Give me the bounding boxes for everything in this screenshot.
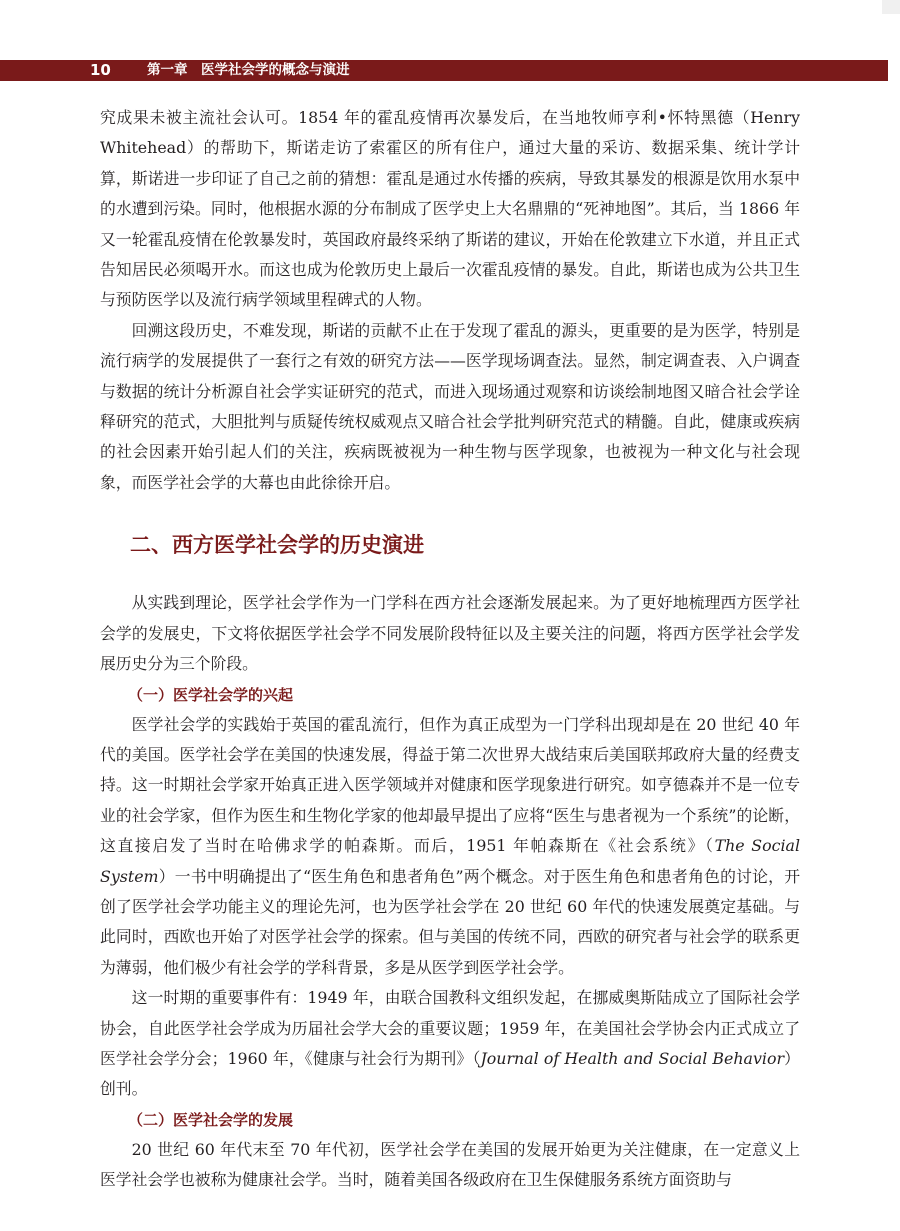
journal-title-italic: Journal of Health and Social Behavior (480, 1048, 785, 1068)
paragraph-continued: 究成果未被主流社会认可。1854 年的霍乱疫情再次暴发后，在当地牧师亨利•怀特黑德（Henry Whitehead）的帮助下，斯诺走访了索霍区的所有住户，通过大量的采访、数据采集、统计学计算，斯诺进一步印证了自己之前的猜想：霍乱是通过水传播的疾病，导致其暴发的根源是饮用水泵中的水遭到污染。同时，他根据水源的分布制成了医学史上大名鼎鼎的“死神地图”。其后，当 1866 年又一轮霍乱疫情在伦敦暴发时，英国政府最终采纳了斯诺的建议，开始在伦敦建立下水道，并且正式告知居民必须喝开水。而这也成为伦敦历史上最后一次霍乱疫情的暴发。自此，斯诺也成为公共卫生与预防医学以及流行病学领域里程碑式的人物。 (100, 108, 800, 310)
paragraph-rise (100, 710, 800, 984)
subsection-heading-development: （二）医学社会学的发展 (128, 1110, 294, 1129)
paragraph-key-events (100, 983, 800, 1105)
text-run: ）创刊。 (100, 1048, 800, 1099)
section-heading: 二、西方医学社会学的历史演进 (130, 533, 424, 558)
page-body (100, 103, 800, 1196)
page-number: 10 (90, 61, 111, 79)
text-run: 这一时期的重要事件有：1949 年，由联合国教科文组织发起，在挪威奥斯陆成立了国际社会学协会，自此医学社会学成为历届社会学大会的重要议题；1959 年，在美国社会学协会内正式成立了医学社会学分会；1960 年，《健康与社会行为期刊》（ (100, 988, 800, 1068)
subsection-heading-rise: （一）医学社会学的兴起 (128, 685, 294, 704)
text-run: ）一书中明确提出了“医生角色和患者角色”两个概念。对于医生角色和患者角色的讨论，开创了医学社会学功能主义的理论先河，也为医学社会学在 20 世纪 60 年代的快速发展奠定基础。与此同时，西欧也开始了对医学社会学的探索。但与美国的传统不同，西欧的研究者与社会学的联系更为薄弱，他们极少有社会学的学科背景，多是从医学到医学社会学。 (100, 866, 800, 977)
page-corner-mark (882, 0, 900, 14)
paragraph-snow-contribution: 回溯这段历史，不难发现，斯诺的贡献不止在于发现了霍乱的源头，更重要的是为医学，特别是流行病学的发展提供了一套行之有效的研究方法——医学现场调查法。显然，制定调查表、入户调查与数据的统计分析源自社会学实证研究的范式，而进入现场通过观察和访谈绘制地图又暗合社会学诠释研究的范式，大胆批判与质疑传统权威观点又暗合社会学批判研究范式的精髓。自此，健康或疾病的社会因素开始引起人们的关注，疾病既被视为一种生物与医学现象，也被视为一种文化与社会现象，而医学社会学的大幕也由此徐徐开启。 (100, 320, 800, 492)
running-header (0, 60, 888, 81)
paragraph-section-intro: 从实践到理论，医学社会学作为一门学科在西方社会逐渐发展起来。为了更好地梳理西方医学社会学的发展史，下文将依据医学社会学不同发展阶段特征以及主要关注的问题，将西方医学社会学发展历史分为三个阶段。 (100, 593, 800, 674)
book-title-italic: The Social System (100, 836, 800, 886)
text-run: 医学社会学的实践始于英国的霍乱流行，但作为真正成型为一门学科出现却是在 20 世纪 40 年代的美国。医学社会学在美国的快速发展，得益于第二次世界大战结束后美国联邦政府大量的经费支持。这一时期社会学家开始真正进入医学领域并对健康和医学现象进行研究。如亨德森并不是一位专业的社会学家，但作为医生和生物化学家的他却最早提出了应将“医生与患者视为一个系统”的论断，这直接启发了当时在哈佛求学的帕森斯。而后，1951 年帕森斯在《社会系统》（ (100, 714, 800, 856)
chapter-title: 第一章 医学社会学的概念与演进 (147, 62, 350, 78)
paragraph-development: 20 世纪 60 年代末至 70 年代初，医学社会学在美国的发展开始更为关注健康，在一定意义上医学社会学也被称为健康社会学。当时，随着美国各级政府在卫生保健服务系统方面资助与 (100, 1139, 800, 1190)
